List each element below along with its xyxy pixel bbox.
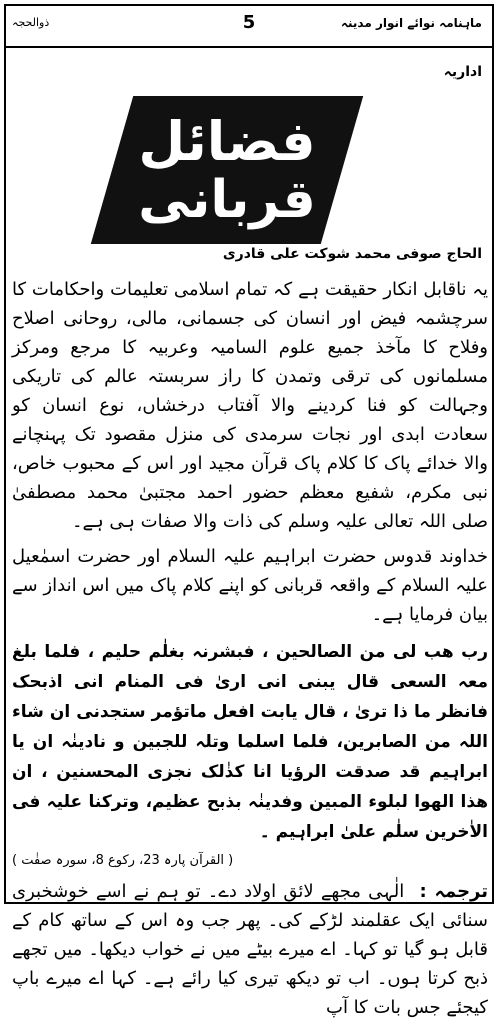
author-name: الحاج صوفی محمد شوکت علی قادری [222, 246, 482, 262]
quran-reference: ( القرآن پارہ 23، رکوع 8، سورہ صفٰت ) [12, 853, 234, 868]
header-month: ذوالحجہ [12, 16, 50, 29]
translation-label: ترجمہ : [419, 881, 489, 902]
title-line-1: فضائل [138, 110, 316, 173]
page-header [6, 6, 492, 48]
paragraph-2: خداوند قدوس حضرت ابراہیم علیہ السلام اور حضرت اسمٰعیل علیہ السلام کے واقعہ قربانی کو اپنے کلام پاک میں اس انداز سے بیان فرمایا ہے۔ [12, 546, 488, 625]
page-number: 5 [242, 12, 256, 33]
translation [12, 877, 488, 1022]
quran-verses: رب ھب لی من الصالحین ، فبشرنہ بغلٰم حلیم ، فلما بلغ معہ السعی قال یبنی انی اریٰ فی المنام انی اذبحک فانظر ما ذا تریٰ ، قال یابت افعل ماتؤمر ستجدنی ان شاء اللہ من الصابرین، فلما اسلما وتلہ للجبین و نادینٰہ ان یا ابراہیم قد صدقت الرؤیا انا کذٰلک نجزی المحسنین ، ان ھذا الھوا لبلوء المبین وفدینٰہ بذبح عظیم، وترکنا علیہ فی الاٰخرین سلٰم علیٰ ابراہیم ۔ [12, 642, 488, 842]
title-banner [91, 96, 363, 244]
magazine-name: ماہنامہ نوائے انوار مدینہ [340, 16, 482, 30]
title-line-2: قربانی [138, 170, 316, 230]
editorial-label: اداریہ [443, 64, 482, 80]
translation-text: الٰہی مجھے لائق اولاد دے۔ تو ہم نے اسے خوشخبری سنائی ایک عقلمند لڑکے کی۔ پھر جب وہ اس کے ساتھ کام کے قابل ہو گیا تو کہا۔ اے میرے بیٹے میں نے خواب دیکھا۔ میں تجھے ذبح کرتا ہوں۔ اب تو دیکھ تیری کیا رائے ہے۔ کہا اے میرے باپ کیجئے جس بات کا آپ [12, 881, 488, 1018]
article-body [12, 275, 489, 1018]
paragraph-1: یہ ناقابل انکار حقیقت ہے کہ تمام اسلامی تعلیمات واحکامات کا سرچشمہ فیض اور انسان کی جسمانی، مالی، روحانی اصلاح وفلاح کا مآخذ جمیع علوم السامیہ وعربیہ کا مرجع ومرکز مسلمانوں کی ترقی وتمدن کا راز سربستہ عالم کی تاریکی وجہالت کو فنا کردینے والا آفتاب درخشاں، نوع انسان کو سعادت ابدی اور نجات سرمدی کی منزل مقصود تک پہنچانے والا خدائے پاک کا کلام پاک قرآن مجید اور اس کے محبوب خاص، نبی مکرم، شفیع معظم حضور احمد مجتبیٰ محمد مصطفیٰ صلی اللہ تعالی علیہ وسلم کی ذات والا صفات ہی ہے۔ [12, 279, 488, 532]
